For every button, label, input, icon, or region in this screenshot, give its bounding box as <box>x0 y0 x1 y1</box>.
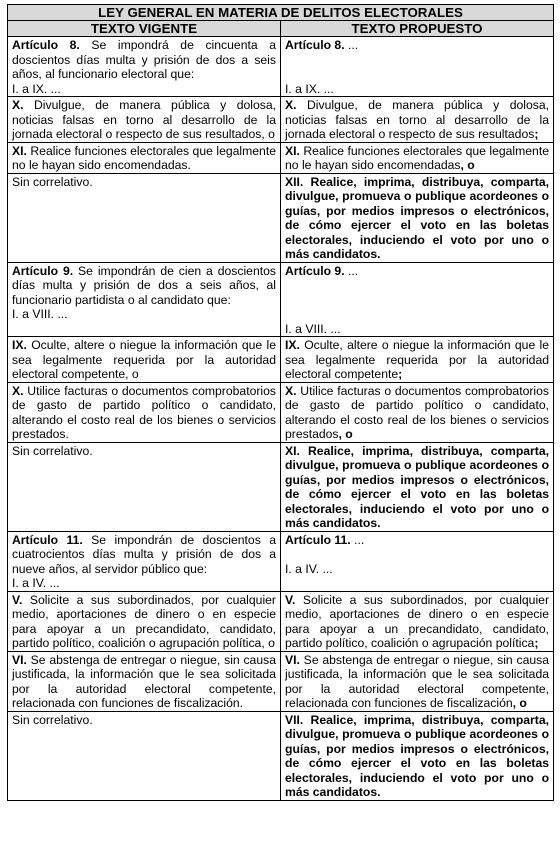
text: Se impondrán de cien a doscientos días multa y prisión de dos a seis años, al funcionario partidista o al candidato que: <box>12 263 277 307</box>
bold-text: VI. <box>12 652 27 667</box>
bold-text: ; <box>534 127 539 141</box>
header-row <box>8 21 554 37</box>
paragraph <box>285 653 549 711</box>
text: I. a VIII. ... <box>285 321 341 336</box>
bold-text: , o <box>338 427 353 441</box>
bold-text: ; <box>398 367 403 381</box>
bold-text: IX. <box>285 338 300 352</box>
cell-proposed-text <box>281 591 554 651</box>
paragraph <box>12 533 276 577</box>
text: Utilice facturas o documentos comprobatorios de gasto de partido político o candidato, alterando el costo real de los bienes o servicios prestados. <box>12 383 276 441</box>
cell-current-text <box>8 711 281 800</box>
table-row <box>8 173 554 262</box>
paragraph <box>12 338 276 382</box>
paragraph <box>12 144 276 173</box>
paragraph <box>12 175 276 190</box>
table-row <box>8 337 554 383</box>
text: Sin correlativo. <box>12 174 93 189</box>
paragraph <box>285 338 549 382</box>
table-body <box>8 37 554 801</box>
cell-proposed-text <box>281 142 554 173</box>
text: Divulgue, de manera pública y dolosa, noticias falsas en torno al desarrollo de la jornada electoral o respecto de sus resultados, o <box>12 98 276 141</box>
text: Divulgue, de manera pública y dolosa, noticias falsas en torno al desarrollo de la jornada electoral o respecto de sus resultados <box>285 98 550 141</box>
text: ... <box>350 532 365 547</box>
cell-proposed-text <box>281 382 554 442</box>
paragraph <box>285 713 549 800</box>
bold-text: Artículo 9. <box>285 263 345 278</box>
table-row <box>8 382 554 442</box>
paragraph <box>12 576 276 591</box>
paragraph <box>12 307 276 322</box>
cell-current-text <box>8 97 281 143</box>
paragraph <box>285 144 549 173</box>
bold-text: Artículo 11. <box>12 532 83 547</box>
cell-proposed-text <box>281 442 554 531</box>
cell-proposed-text <box>281 262 554 337</box>
text: Sin correlativo. <box>12 712 93 727</box>
text: I. a IX. ... <box>12 81 61 96</box>
bold-text: X. <box>12 383 24 398</box>
table-title: LEY GENERAL EN MATERIA DE DELITOS ELECTORALES <box>8 5 554 21</box>
paragraph <box>285 278 549 293</box>
paragraph <box>285 444 549 531</box>
text: ... <box>344 38 359 52</box>
bold-text: XI. <box>12 143 27 158</box>
paragraph <box>12 98 276 142</box>
paragraph <box>285 593 549 651</box>
paragraph <box>285 384 549 442</box>
paragraph <box>12 444 276 459</box>
table-row <box>8 37 554 97</box>
text: I. a IX. ... <box>285 81 334 96</box>
paragraph <box>285 322 549 337</box>
bold-text: ; <box>534 636 539 650</box>
paragraph <box>285 293 549 308</box>
cell-current-text <box>8 382 281 442</box>
bold-text: XI. Realice, imprima, distribuya, comparta, divulgue, promueva o publique acordeones o guías, por medios impresos o electrónicos, de cómo ejercer el voto en las boletas electorales, induciendo el voto por uno o más candidatos. <box>285 443 550 530</box>
table-row <box>8 442 554 531</box>
paragraph <box>285 307 549 322</box>
cell-current-text <box>8 531 281 591</box>
paragraph <box>12 593 276 651</box>
paragraph <box>12 384 276 442</box>
paragraph <box>12 713 276 728</box>
title-row <box>8 5 554 21</box>
text: Solicite a sus subordinados, por cualquier medio, aportaciones de dinero o en especie para apoyar a un precandidato, candidato, partido político, coalición o agrupación política <box>285 592 550 650</box>
cell-current-text <box>8 173 281 262</box>
cell-proposed-text <box>281 173 554 262</box>
bold-text: V. <box>12 592 23 607</box>
column-header-current: TEXTO VIGENTE <box>8 21 281 37</box>
text: Realice funciones electorales que legalmente no le hayan sido encomendadas. <box>12 143 276 172</box>
paragraph <box>285 38 549 53</box>
cell-proposed-text <box>281 337 554 383</box>
bold-text: Artículo 8. <box>12 38 80 52</box>
paragraph <box>285 53 549 68</box>
bold-text: VII. Realice, imprima, distribuya, comparta, divulgue, promueva o publique acordeones o guías, por medios impresos o electrónicos, de cómo ejercer el voto en las boletas electorales, induciendo el voto por uno o más candidatos. <box>285 712 550 799</box>
cell-proposed-text <box>281 97 554 143</box>
paragraph <box>285 264 549 279</box>
paragraph <box>12 653 276 711</box>
cell-proposed-text <box>281 37 554 97</box>
paragraph <box>285 533 549 548</box>
bold-text: XII. Realice, imprima, distribuya, comparta, divulgue, promueva o publique acordeones o guías, por medios impresos o electrónicos, de cómo ejercer el voto en las boletas electorales, induciendo el voto por uno o más candidatos. <box>285 174 550 261</box>
text: Utilice facturas o documentos comprobatorios de gasto de partido político o candidato, alterando el costo real de los bienes o servicios prestados <box>285 383 550 441</box>
cell-current-text <box>8 262 281 337</box>
table-row <box>8 142 554 173</box>
bold-text: IX. <box>12 338 27 352</box>
cell-current-text <box>8 142 281 173</box>
paragraph <box>12 264 276 308</box>
column-header-proposed: TEXTO PROPUESTO <box>281 21 554 37</box>
text: Se abstenga de entregar o niegue, sin causa justificada, la información que le sea solicitada por la autoridad electoral competente, relacionada con funciones de fiscalización. <box>12 652 276 710</box>
paragraph <box>12 82 276 97</box>
text: Oculte, altere o niegue la información que le sea legalmente requerida por la autoridad electoral competente <box>285 338 550 381</box>
paragraph <box>285 547 549 562</box>
text: Se impondrán de doscientos a cuatrocientos días multa y prisión de dos a nueve años, al servidor público que: <box>12 532 276 576</box>
bold-text: XI. <box>285 143 300 158</box>
table-row <box>8 591 554 651</box>
cell-current-text <box>8 651 281 711</box>
text: Solicite a sus subordinados, por cualquier medio, aportaciones de dinero o en especie para apoyar a un precandidato, candidato, partido político, coalición o agrupación política, o <box>12 592 276 650</box>
cell-current-text <box>8 591 281 651</box>
paragraph <box>12 38 276 82</box>
paragraph <box>285 67 549 82</box>
paragraph <box>285 562 549 577</box>
cell-proposed-text <box>281 531 554 591</box>
text: Se abstenga de entregar o niegue, sin causa justificada, la información que le sea solicitada por la autoridad electoral competente, relacionada con funciones de fiscalización <box>285 652 550 710</box>
text: I. a IV. ... <box>285 561 333 576</box>
text: ... <box>344 263 359 278</box>
cell-current-text <box>8 442 281 531</box>
table-row <box>8 262 554 337</box>
table-row <box>8 651 554 711</box>
table-row <box>8 711 554 800</box>
bold-text: Artículo 8. <box>285 38 345 52</box>
bold-text: V. <box>285 592 296 607</box>
text: I. a VIII. ... <box>12 307 68 321</box>
bold-text: VI. <box>285 652 300 667</box>
text: Sin correlativo. <box>12 443 93 458</box>
table-row <box>8 531 554 591</box>
bold-text: , o <box>460 158 475 172</box>
bold-text: X. <box>285 98 297 112</box>
cell-current-text <box>8 37 281 97</box>
paragraph <box>285 98 549 142</box>
cell-proposed-text <box>281 711 554 800</box>
paragraph <box>285 82 549 97</box>
bold-text: Artículo 11. <box>285 532 351 547</box>
comparison-table <box>7 4 554 801</box>
bold-text: Artículo 9. <box>12 263 74 278</box>
paragraph <box>285 175 549 262</box>
cell-proposed-text <box>281 651 554 711</box>
text: Oculte, altere o niegue la información que le sea legalmente requerida por la autoridad electoral competente, o <box>12 338 276 381</box>
text: Se impondrá de cincuenta a doscientos días multa y prisión de dos a seis años, al funcionario electoral que: <box>12 38 277 81</box>
table-row <box>8 97 554 143</box>
cell-current-text <box>8 337 281 383</box>
text: Realice funciones electorales que legalmente no le hayan sido encomendadas <box>285 143 550 172</box>
bold-text: X. <box>285 383 297 398</box>
bold-text: X. <box>12 98 24 112</box>
text: I. a IV. ... <box>12 576 60 590</box>
bold-text: , o <box>512 696 527 710</box>
